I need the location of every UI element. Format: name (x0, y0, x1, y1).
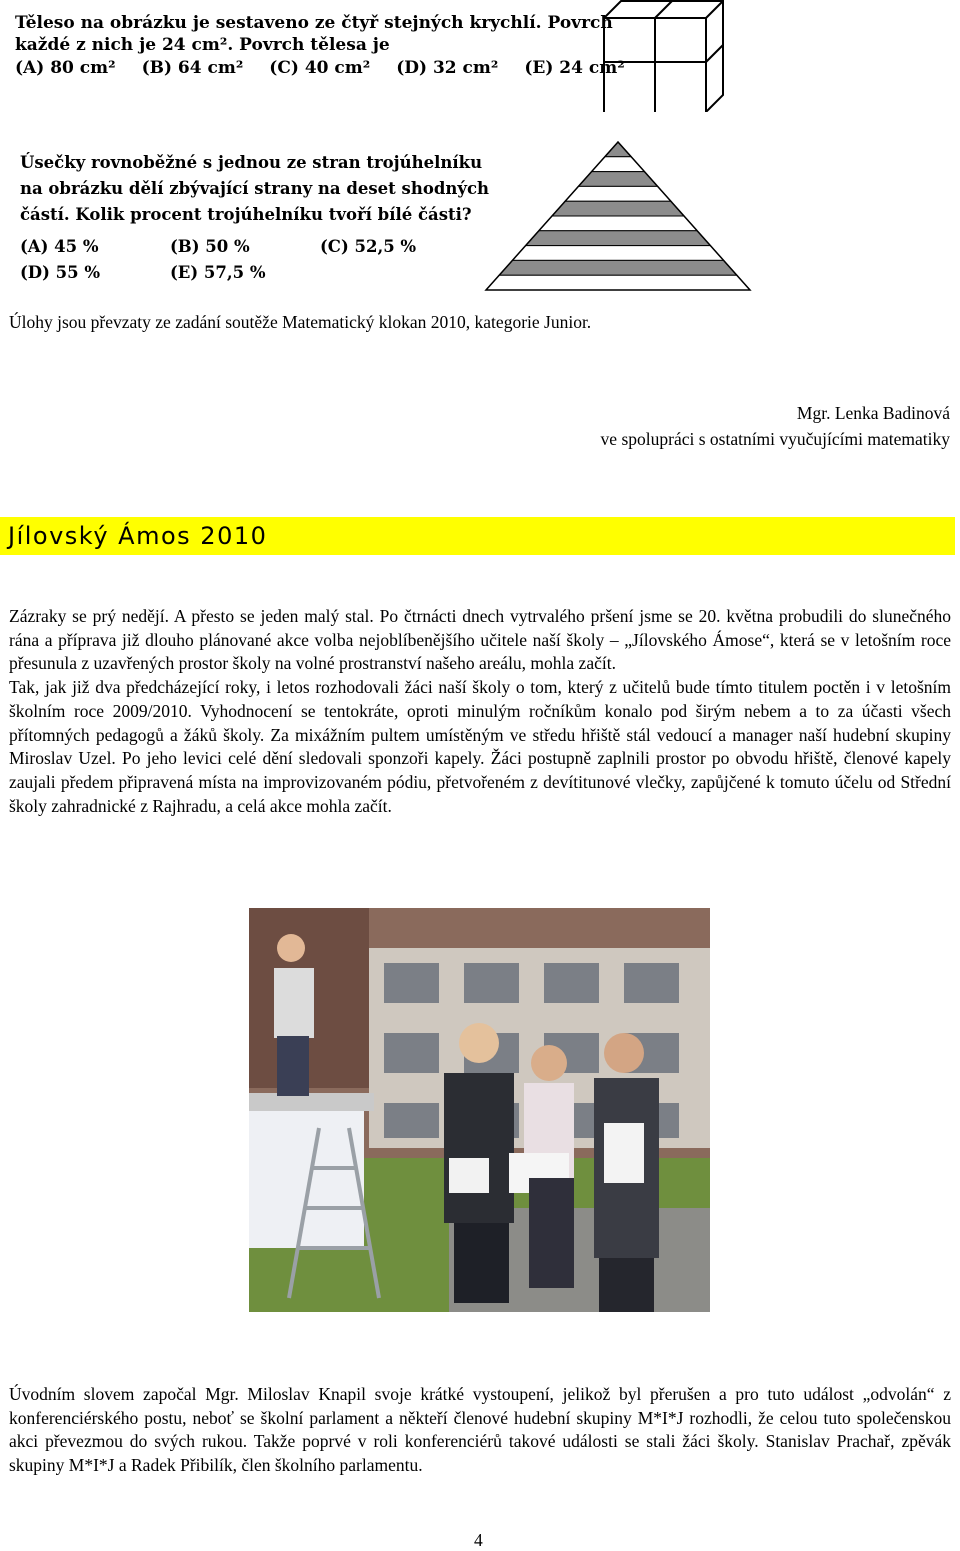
triangle-band (512, 246, 723, 261)
triangle-band (526, 231, 711, 246)
cube-solid-figure (603, 0, 728, 112)
event-photo-image (249, 908, 710, 1312)
article-paragraph-1: Zázraky se prý nedějí. A přesto se jeden malý stal. Po čtrnácti dnech vytrvalého pršení jsme se 20. května probudili do slunečného rána a příprava již dlouho plánované akce volba nejoblíbenějšího učitele naší školy – „Jílovského Ámose“, která se v letošním roce přesunula z uzavřených prostor školy na volné prostranství našeho areálu, mohla začít. (9, 606, 951, 674)
problem-1-line-2: každé z nich je 24 cm². Povrch tělesa je (15, 35, 390, 55)
author-note: ve spolupráci s ostatními vyučujícími matematiky (600, 429, 950, 449)
answer-c: (C) 40 cm² (269, 58, 371, 78)
triangle-band (552, 201, 684, 216)
author-name: Mgr. Lenka Badinová (796, 403, 950, 423)
triangle-band (499, 260, 737, 275)
author-signature (601, 400, 950, 452)
answer-e: (E) 57,5 % (170, 263, 266, 282)
answer-b: (B) 50 % (170, 237, 250, 256)
triangle-band (539, 216, 697, 231)
heading-title: Jílovský Ámos 2010 (8, 522, 268, 550)
problem-2-line-2: na obrázku dělí zbývající strany na deset shodných (20, 179, 489, 198)
answer-b: (B) 64 cm² (141, 58, 244, 78)
problem-1-answers (15, 57, 625, 79)
answer-d: (D) 55 % (20, 263, 101, 282)
problem-1-line-1: Těleso na obrázku je sestaveno ze čtyř stejných krychlí. Povrch (15, 13, 613, 33)
closing-paragraph: Úvodním slovem započal Mgr. Miloslav Knapil svoje krátké vystoupení, jelikož byl přerušen a pro tuto událost „odvolán“ z konferenciérského postu, neboť se školní parlament a někteří členové hudební skupiny M*I*J rozhodli, že celou tuto společenskou akci převezmou do svých rukou. Takže poprvé v roli konferenciérů takové události se stali žáci školy. Stanislav Prachař, zpěvák skupiny M*I*J a Radek Přibilík, člen školního parlamentu. (9, 1384, 951, 1476)
answer-a: (A) 80 cm² (15, 58, 116, 78)
triangle-band (565, 186, 671, 201)
striped-triangle-figure (484, 140, 752, 292)
problem-2-answers-row-2 (20, 260, 490, 286)
answer-a: (A) 45 % (20, 237, 99, 256)
page-number: 4 (474, 1530, 483, 1550)
problem-1-text (15, 12, 625, 79)
triangle-band (486, 275, 750, 290)
closing-text (9, 1383, 951, 1478)
event-photo (249, 908, 710, 1312)
answer-c: (C) 52,5 % (320, 237, 417, 256)
answer-e: (E) 24 cm² (524, 58, 625, 78)
problem-2-line-3: částí. Kolik procent trojúhelníku tvoří bílé části? (20, 205, 472, 224)
triangle-band (592, 157, 645, 172)
answer-d: (D) 32 cm² (396, 58, 499, 78)
article-body (9, 605, 951, 818)
article-paragraph-2: Tak, jak již dva předcházející roky, i letos rozhodovali žáci naší školy o tom, který z učitelů bude tímto titulem poctěn i v letošním školním roce 2009/2010. Vyhodnocení se tentokráte, oproti minulým ročníkům konalo pod širým nebem a to za účasti všech přítomných pedagogů a žáků školy. Za mixážním pultem umístěným ve středu hřiště stál vedoucí a manager naší hudební skupiny Miroslav Uzel. Po jeho levici celé dění sledovali sponzoři kapely. Žáci postupně zaplnili prostor po obvodu hřiště, členové kapely zaujali předem připravená místa na improvizovaném pódiu, přetvořeném z devítitunové vlečky, zapůjčené k tomuto účelu od Střední školy zahradnické z Rajhradu, a celá akce mohla začít. (9, 677, 951, 816)
problem-2-answers-row-1 (20, 234, 490, 260)
source-note: Úlohy jsou převzaty ze zadání soutěže Matematický klokan 2010, kategorie Junior. (9, 312, 592, 332)
triangle-band (605, 142, 631, 157)
problem-2-text (20, 150, 490, 286)
problem-2-line-1: Úsečky rovnoběžné s jednou ze stran trojúhelníku (20, 153, 483, 172)
